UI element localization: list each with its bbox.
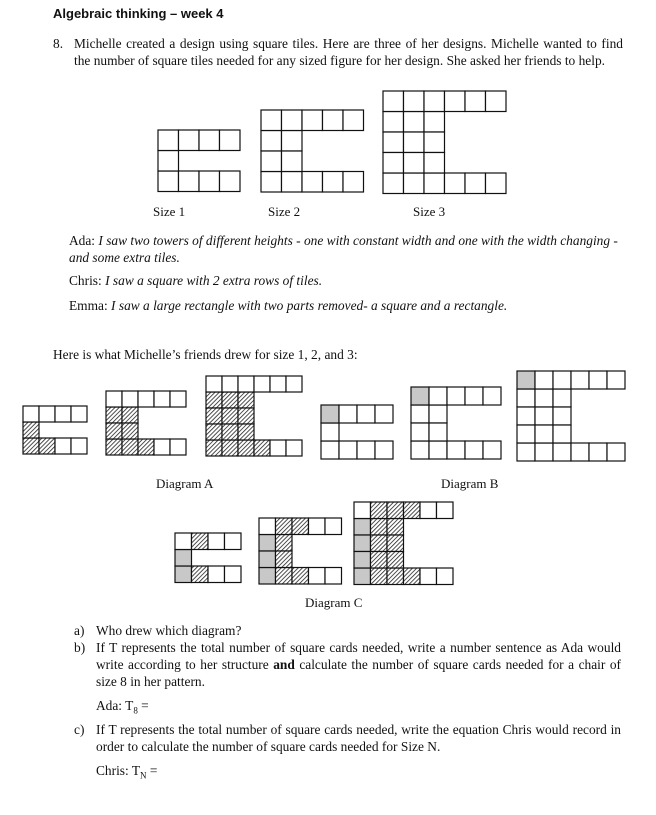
tile <box>383 112 404 133</box>
tile <box>122 407 138 423</box>
tile <box>39 438 55 454</box>
tile <box>465 91 486 112</box>
tile <box>261 172 282 193</box>
tile <box>302 172 323 193</box>
tile <box>607 443 625 461</box>
tile <box>404 502 421 519</box>
emma-text: I saw a large rectangle with two parts removed- a square and a rectangle. <box>111 298 508 313</box>
tile <box>321 441 339 459</box>
tile <box>429 441 447 459</box>
tile <box>220 171 241 192</box>
tile <box>122 439 138 455</box>
tile <box>517 407 535 425</box>
part-a-text: Who drew which diagram? <box>96 623 242 638</box>
tile <box>387 535 404 552</box>
emma-name: Emma: <box>69 298 108 313</box>
tile <box>261 131 282 152</box>
tile <box>383 173 404 194</box>
tile <box>282 172 303 193</box>
chris-answer-suffix: = <box>146 763 158 778</box>
tile <box>517 443 535 461</box>
tile <box>354 535 371 552</box>
tile <box>339 405 357 423</box>
tile <box>553 443 571 461</box>
part-a <box>74 622 624 639</box>
tile <box>23 438 39 454</box>
tile <box>354 519 371 536</box>
tile <box>517 389 535 407</box>
size-3-label: Size 3 <box>413 204 446 219</box>
tile <box>276 518 293 535</box>
tile <box>238 392 254 408</box>
tile <box>321 405 339 423</box>
tile <box>465 387 483 405</box>
diagram-c-size-1 <box>175 533 241 583</box>
tile <box>158 130 179 151</box>
tile <box>424 112 445 133</box>
tile <box>309 518 326 535</box>
tile <box>535 389 553 407</box>
ada-text: I saw two towers of different heights - one with constant width and one with the width changing - and some extra tiles. <box>69 233 618 265</box>
tile <box>192 566 209 583</box>
tile <box>343 110 364 131</box>
tile <box>55 438 71 454</box>
tile <box>175 566 192 583</box>
tile <box>411 405 429 423</box>
tile <box>354 552 371 569</box>
tile <box>404 173 425 194</box>
tile <box>238 376 254 392</box>
tile <box>302 110 323 131</box>
tile <box>517 425 535 443</box>
tile <box>553 389 571 407</box>
chris-answer-sub: N <box>140 770 147 781</box>
tile <box>420 502 437 519</box>
tile <box>254 440 270 456</box>
tile <box>517 371 535 389</box>
diagram-a-size-3 <box>206 376 302 456</box>
tile <box>437 568 454 585</box>
part-b-label: b) <box>74 640 86 655</box>
tile <box>383 132 404 153</box>
tile <box>106 423 122 439</box>
tile <box>424 91 445 112</box>
tile <box>179 130 200 151</box>
tile <box>357 441 375 459</box>
tile <box>375 441 393 459</box>
diagram-a-size-1 <box>23 406 87 454</box>
tile <box>206 424 222 440</box>
tile <box>553 407 571 425</box>
tile <box>254 376 270 392</box>
tile <box>387 552 404 569</box>
tile <box>175 550 192 567</box>
tile <box>259 518 276 535</box>
part-b-text-2: calculate the number of square cards needed for a chair of size 8 in her pattern. <box>96 657 622 689</box>
diagram-b-size-3 <box>517 371 625 461</box>
tile <box>375 405 393 423</box>
tile <box>23 422 39 438</box>
diagram-b-label: Diagram B <box>441 476 499 491</box>
tile <box>270 440 286 456</box>
friends-intro: Here is what Michelle’s friends drew for size 1, 2, and 3: <box>53 347 358 362</box>
page-title: Algebraic thinking – week 4 <box>53 6 224 21</box>
tile <box>535 425 553 443</box>
tile <box>411 441 429 459</box>
chris-text: I saw a square with 2 extra rows of tiles. <box>105 273 323 288</box>
tile <box>325 518 342 535</box>
diagram-a-size-2 <box>106 391 186 455</box>
tile <box>154 391 170 407</box>
tile <box>282 131 303 152</box>
tile <box>445 173 466 194</box>
tile <box>535 443 553 461</box>
tile <box>571 443 589 461</box>
tile <box>71 438 87 454</box>
tile <box>553 371 571 389</box>
diagram-b-size-2 <box>411 387 501 459</box>
tile <box>411 387 429 405</box>
tile <box>486 173 507 194</box>
size-2-label: Size 2 <box>268 204 301 219</box>
tile <box>535 407 553 425</box>
tile <box>179 171 200 192</box>
tile <box>282 110 303 131</box>
tile <box>276 568 293 585</box>
tile <box>465 441 483 459</box>
tile <box>138 439 154 455</box>
tile <box>424 173 445 194</box>
tile <box>276 535 293 552</box>
tile <box>206 376 222 392</box>
part-b-bold: and <box>273 657 295 672</box>
tile <box>323 110 344 131</box>
tile <box>39 406 55 422</box>
part-b-text <box>96 639 621 690</box>
tile <box>220 130 241 151</box>
part-c-text: If T represents the total number of square cards needed, write the equation Chris would record in order to calculate the number of square cards needed for Size N. <box>96 722 621 754</box>
part-b <box>74 639 621 690</box>
chris-observation <box>69 272 322 289</box>
diagram-c-size-2 <box>259 518 342 584</box>
tile <box>206 408 222 424</box>
tile <box>589 371 607 389</box>
tile <box>321 423 339 441</box>
tile <box>387 568 404 585</box>
tile <box>270 376 286 392</box>
tile <box>261 151 282 172</box>
ada-answer-suffix: = <box>137 698 149 713</box>
tile <box>222 424 238 440</box>
tile <box>429 423 447 441</box>
tile <box>387 519 404 536</box>
tile <box>259 551 276 568</box>
size-2-figure <box>261 110 364 192</box>
tile <box>339 441 357 459</box>
tile <box>387 502 404 519</box>
tile <box>175 533 192 550</box>
size-1-label: Size 1 <box>153 204 186 219</box>
tile <box>199 130 220 151</box>
tile <box>206 440 222 456</box>
tile <box>192 533 209 550</box>
tile <box>371 568 388 585</box>
tile <box>122 391 138 407</box>
tile <box>424 153 445 174</box>
tile <box>106 407 122 423</box>
tile <box>429 405 447 423</box>
tile <box>535 371 553 389</box>
tile <box>225 533 242 550</box>
tile <box>357 405 375 423</box>
tile <box>158 171 179 192</box>
ada-answer-prefix: Ada: T <box>96 698 134 713</box>
diagram-c-label: Diagram C <box>305 595 363 610</box>
tile <box>447 441 465 459</box>
tile <box>404 112 425 133</box>
tile <box>343 172 364 193</box>
tile <box>607 371 625 389</box>
tile <box>371 519 388 536</box>
tile <box>259 568 276 585</box>
diagram-b-size-1 <box>321 405 393 459</box>
part-c <box>74 721 621 755</box>
tile <box>23 406 39 422</box>
tile <box>354 568 371 585</box>
emma-observation <box>69 297 507 314</box>
tile <box>71 406 87 422</box>
tile <box>424 132 445 153</box>
size-1-figure <box>158 130 240 192</box>
diagram-a-label: Diagram A <box>156 476 214 491</box>
tile <box>404 153 425 174</box>
tile <box>465 173 486 194</box>
tile <box>199 171 220 192</box>
tile <box>225 566 242 583</box>
tile <box>122 423 138 439</box>
tile <box>276 551 293 568</box>
tile <box>286 376 302 392</box>
tile <box>222 408 238 424</box>
chris-answer-prefix: Chris: T <box>96 763 141 778</box>
tile <box>404 91 425 112</box>
ada-answer <box>96 697 149 720</box>
tile <box>208 566 225 583</box>
question-number: 8. <box>53 36 64 51</box>
tile <box>371 535 388 552</box>
tile <box>437 502 454 519</box>
tile <box>282 151 303 172</box>
part-b-text-1: If T represents the total number of square cards needed, write a number sentence as Ada would write according to her structure <box>96 640 621 672</box>
tile <box>106 439 122 455</box>
tile <box>571 371 589 389</box>
tile <box>170 439 186 455</box>
tile <box>483 387 501 405</box>
ada-observation <box>69 232 621 266</box>
tile <box>309 568 326 585</box>
tile <box>259 535 276 552</box>
tile <box>206 392 222 408</box>
tile <box>55 406 71 422</box>
tile <box>447 387 465 405</box>
tile <box>286 440 302 456</box>
tile <box>222 440 238 456</box>
tile <box>222 376 238 392</box>
part-c-label: c) <box>74 722 85 737</box>
tile <box>354 502 371 519</box>
tile <box>486 91 507 112</box>
tile <box>323 172 344 193</box>
tile <box>158 151 179 172</box>
tile <box>420 568 437 585</box>
tile <box>106 391 122 407</box>
tile <box>429 387 447 405</box>
diagram-c-size-3 <box>354 502 453 585</box>
question-text: Michelle created a design using square tiles. Here are three of her designs. Michelle wanted to find the number of square tiles needed for any sized figure for her design. She asked her friends to help. <box>74 36 623 68</box>
tile <box>261 110 282 131</box>
tile <box>238 408 254 424</box>
tile <box>292 518 309 535</box>
tile <box>292 568 309 585</box>
tile <box>170 391 186 407</box>
chris-answer <box>96 762 157 785</box>
tile <box>222 392 238 408</box>
tile <box>445 91 466 112</box>
tile <box>483 441 501 459</box>
ada-name: Ada: <box>69 233 96 248</box>
tile <box>404 132 425 153</box>
chris-name: Chris: <box>69 273 102 288</box>
tile <box>371 502 388 519</box>
tile <box>208 533 225 550</box>
tile <box>238 424 254 440</box>
tile <box>589 443 607 461</box>
tile <box>238 440 254 456</box>
tile <box>553 425 571 443</box>
tile <box>325 568 342 585</box>
part-a-label: a) <box>74 623 85 638</box>
tile <box>154 439 170 455</box>
tile <box>371 552 388 569</box>
tile <box>411 423 429 441</box>
tile <box>138 391 154 407</box>
ada-answer-sub: 8 <box>133 705 138 716</box>
size-3-figure <box>383 91 506 194</box>
tile <box>383 153 404 174</box>
tile <box>404 568 421 585</box>
tile <box>383 91 404 112</box>
